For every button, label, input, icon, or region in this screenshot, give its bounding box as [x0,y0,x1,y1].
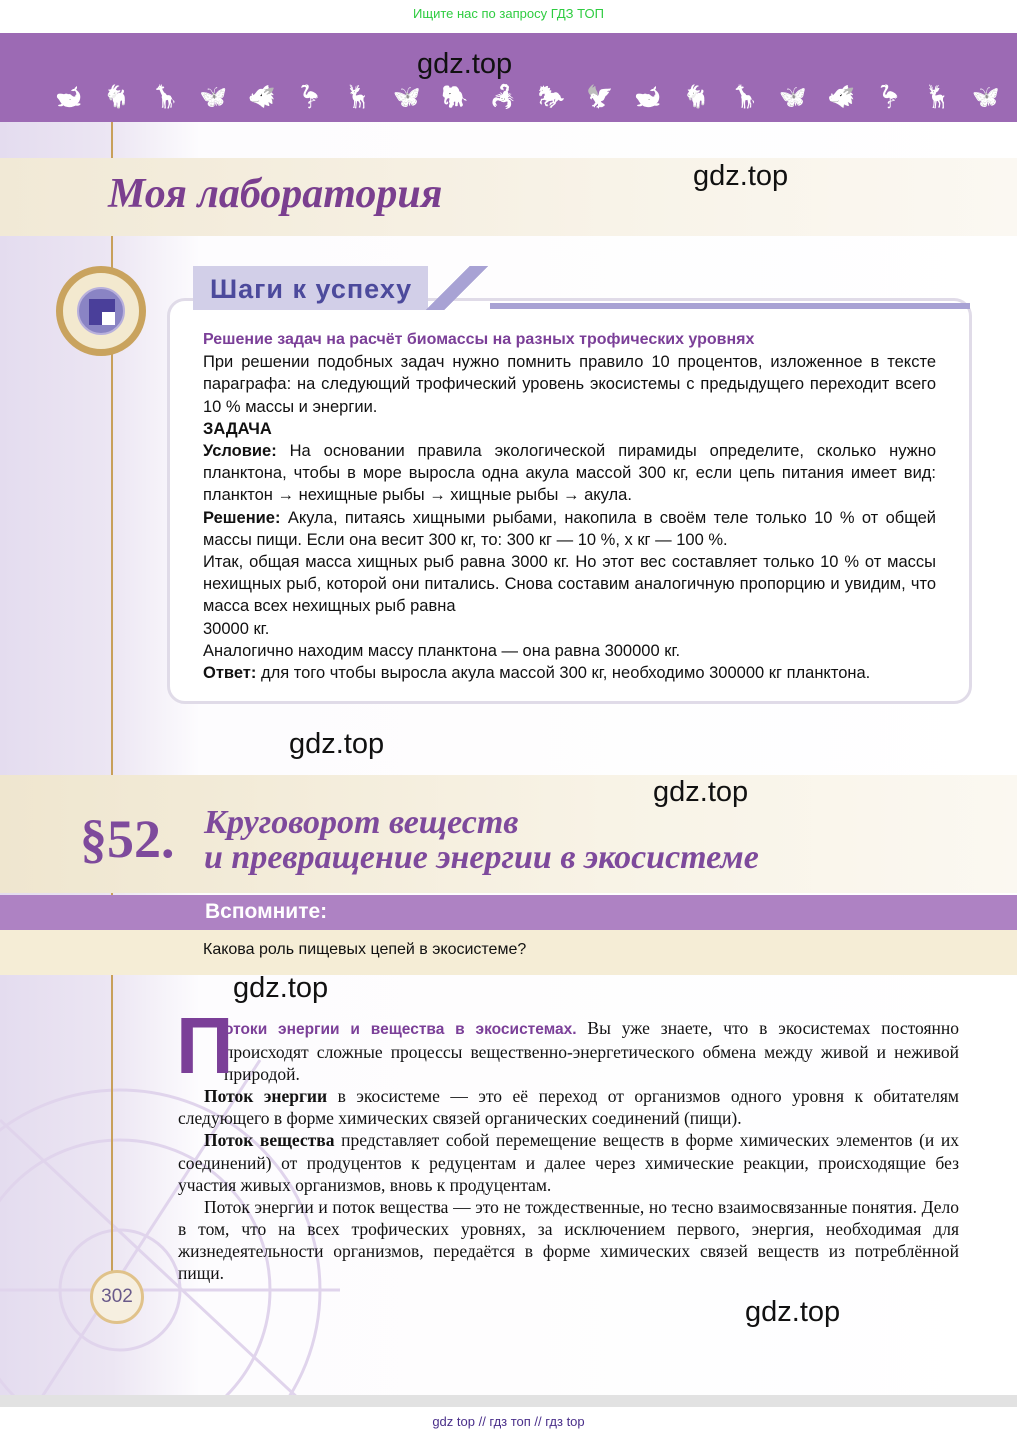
solution-label: Решение: [203,508,281,527]
section-title-line2: и превращение энергии в экосистеме [204,839,759,876]
remember-label: Вспомните: [205,900,328,923]
task-label: ЗАДАЧА [203,419,272,438]
animal-icons-row [55,84,1000,110]
animal-silhouette-icon: 🦩 [296,84,324,109]
intro: При решении подобных задач нужно помнить правило 10 процентов, изложенное в тексте параграфа: на следующий трофический уровень экосистемы с предыдущего переходит всего 10 % массы и энергии. [203,353,936,416]
animal-silhouette-icon: 🐘 [441,84,469,109]
animal-silhouette-icon: 🦌 [344,84,373,109]
animal-silhouette-icon: 🦒 [730,84,759,109]
steps-title: Шаги к успеху [210,274,413,304]
footer-links[interactable]: gdz top // гдз топ // гдз top [432,1414,585,1429]
solution-text: Акула, питаясь хищными рыбами, накопила в своём теле только 10 % от общей массы пищи. Если она весит 300 кг, то: 300 кг — 10 %, х кг — 100 %. [203,508,936,549]
animal-silhouette-icon: 🐋 [55,84,83,109]
tab-decor [420,266,500,310]
animal-silhouette-icon: 🦂 [489,84,517,109]
body-text [176,1001,960,1284]
animal-silhouette-icon: 🦌 [924,84,952,109]
animal-silhouette-icon: 🐋 [634,84,662,109]
paragraph-1: П отоки энергии и вещества в экосистемах. Вы уже знаете, что в экосистемах постоянно происходят сложные процессы вещественно-энергетического обмена между живой и неживой природой. [176,1001,959,1090]
drop-cap: П [176,1001,234,1090]
animal-silhouette-icon: 🦅 [586,84,614,109]
section-title [204,805,759,875]
watermark: gdz.top [289,728,385,760]
solution [203,507,936,551]
steps-emblem-icon [56,266,146,356]
paragraph-3: Поток вещества представляет собой перемещение веществ в форме химических элементов (и их соединений) от продуцентов к редуцентам и далее через химические реакции, происходящие без участия живых организмов, вновь к продуцентам. [178,1130,960,1195]
watermark: gdz.top [417,48,513,80]
animal-silhouette-icon: 🦋 [972,84,1000,109]
animal-silhouette-icon: 🦋 [199,84,228,109]
animal-silhouette-icon: 🦩 [875,84,904,109]
condition [203,440,936,507]
section-title-line1: Круговорот веществ [204,804,519,841]
section-number: §52. [80,809,175,869]
answer-text: для того чтобы выросла акула массой 300 кг, необходимо 300000 кг планктона. [256,664,871,683]
animal-silhouette-icon: 🐎 [537,84,566,109]
animal-silhouette-icon: 🐗 [248,84,276,109]
solution-2: Итак, общая масса хищных рыб равна 3000 кг. Но этот вес составляет только 10 % от массы нехищных рыб, которой они питались. Снова составим аналогичную пропорцию и увидим, что масса всех нехищных рыб равна [203,553,936,616]
watermark: gdz.top [693,160,789,192]
animal-silhouette-icon: 🐗 [827,84,855,109]
solution-4: Аналогично находим массу планктона — она равна 300000 кг. [203,641,681,660]
watermark: gdz.top [745,1296,841,1328]
search-hint: Ищите нас по запросу ГДЗ ТОП [413,6,604,21]
paragraph-4: Поток энергии и поток вещества — это не тождественные, но тесно взаимосвязанные понятия. Дело в том, что на всех трофических уровнях, за исключением первого, энергия, необходимая для жизнедеятельности организмов, передаётся в форме химических связей веществ из потреблённой пищи. [178,1196,959,1284]
tab-line [490,303,970,309]
lab-title: Моя лаборатория [108,171,443,217]
animal-silhouette-icon: 🐐 [103,84,131,109]
animal-silhouette-icon: 🦋 [392,84,421,109]
paragraph-2: Поток энергии в экосистеме — это её переход от организмов одного уровня к обитателям следующего в форме химических связей органических соединений (пищи). [178,1086,959,1129]
animal-silhouette-icon: 🦋 [779,84,807,109]
watermark: gdz.top [653,776,749,808]
animal-silhouette-icon: 🦒 [151,84,179,109]
steps-content [203,329,936,684]
watermark: gdz.top [233,972,329,1004]
page-number: 302 [90,1270,144,1324]
page-bottom-edge [0,1395,1017,1407]
answer [203,662,936,684]
answer-label: Ответ: [203,664,257,683]
solution-3: 30000 кг. [203,619,270,638]
remember-bar [0,895,1017,930]
condition-label: Условие: [203,442,277,461]
steps-heading: Решение задач на расчёт биомассы на разных трофических уровнях [203,331,755,348]
remember-question: Какова роль пищевых цепей в экосистеме? [203,941,527,958]
lead-heading: отоки энергии и вещества в экосистемах. [224,1021,577,1038]
animal-silhouette-icon: 🐐 [682,84,711,109]
condition-text: На основании правила экологической пирамиды определите, сколько нужно планктона, чтобы в море выросла одна акула массой 300 кг, если цепь питания имеет вид: планктон → нехищные рыбы → хищные рыбы → акула. [203,442,936,505]
